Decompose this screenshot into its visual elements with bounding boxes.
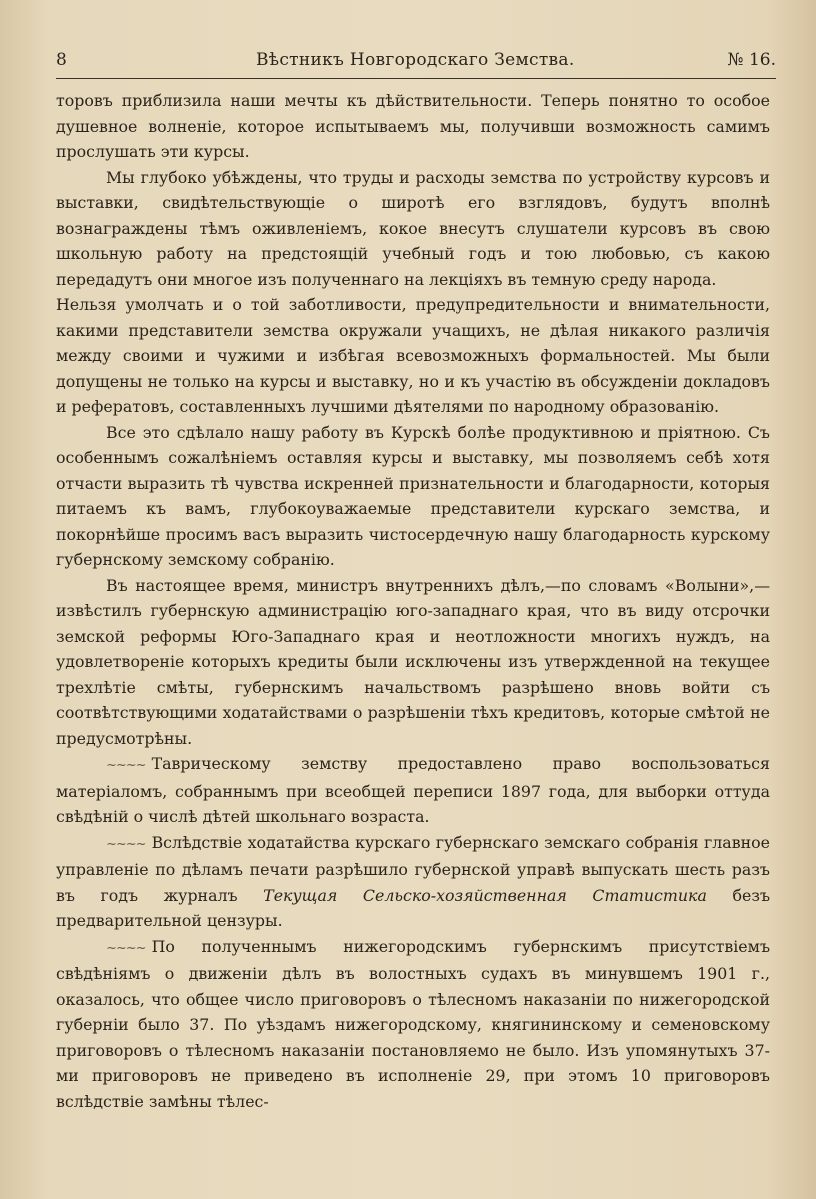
paragraph: Мы глубоко убѣждены, что труды и расходы земства по устройству курсовъ и выставки, свидѣтельствующіе о широтѣ его взглядовъ, будутъ вполнѣ вознаграждены тѣмъ оживленіемъ, кокое внесутъ слушатели курсовъ въ свою школьную работу на предстоящій учебный годъ и тою любовью, съ какою передадутъ они многое изъ полученнаго на лекціяхъ въ темную среду народа. xyxy=(56,167,770,289)
paragraph: Нельзя умолчать и о той заботливости, предупредительности и внимательности, какими представители земства окружали учащихъ, не дѣлая никакого различія между своими и чужими и избѣгая всевозможныхъ формальностей. Мы были допущены не только на курсы и выставку, но и къ участію въ обсужденіи докладовъ и рефератовъ, составленныхъ лучшими дѣятелями по народному образованію. xyxy=(56,295,770,416)
news-text: Таврическому земству предоставлено право воспользоваться матеріаломъ, собраннымъ при всеобщей переписи 1897 года, для выборки оттуда свѣдѣній о числѣ дѣтей школьнаго возраста. xyxy=(56,754,770,826)
news-text: Вслѣдствіе ходатайства курскаго губернскаго земскаго собранія главное управленіе по дѣламъ печати разрѣшило губернской управѣ выпускать шесть разъ въ годъ журналъ xyxy=(56,832,770,905)
journal-title: Вѣстникъ Новгородскаго Земства. xyxy=(256,50,575,70)
paragraph: торовъ приблизила наши мечты къ дѣйствительности. Теперь понятно то особое душевное волненіе, которое испытываемъ мы, получивши возможность самимъ прослушать эти курсы. xyxy=(56,91,770,161)
page-number: 8 xyxy=(56,50,67,70)
news-separator: ~~~~ xyxy=(106,836,146,852)
news-text: Въ настоящее время, министръ внутреннихъ дѣлъ,—по словамъ «Волыни»,—извѣстилъ губернскую администрацію юго-западнаго края, что въ виду отсрочки земской реформы Юго-Западнаго края и неотложности многихъ нуждъ, на удовлетвореніе которыхъ кредиты были исключены изъ утвержденной на текущее трехлѣтіе смѣты, губернскимъ начальствомъ разрѣшено вновь войти съ соотвѣтствующими ходатайствами о разрѣшеніи тѣхъ кредитовъ, которые смѣтой не предусмотрѣны. xyxy=(56,575,770,748)
news-separator: ~~~~ xyxy=(106,940,146,956)
paragraph: Все это сдѣлало нашу работу въ Курскѣ болѣе продуктивною и пріятною. Съ особеннымъ сожалѣніемъ оставляя курсы и выставку, мы позволяемъ себѣ хотя отчасти выразить тѣ чувства искренней признательности и благодарности, которыя питаемъ къ вамъ, глубокоуважаемые представители курскаго земства, и покорнѣйше просимъ васъ выразить чистосердечную нашу благодарность курскому губернскому земскому собранію. xyxy=(56,422,770,569)
journal-name: Текущая Сельско-хозяйственная Статистика xyxy=(263,885,707,905)
news-separator: ~~~~ xyxy=(106,758,146,773)
news-item xyxy=(56,934,770,1115)
news-item xyxy=(56,751,770,830)
issue-number: № 16. xyxy=(727,50,776,70)
page-body xyxy=(56,88,770,1114)
news-item xyxy=(56,573,770,752)
news-text: По полученнымъ нижегородскимъ губернскимъ присутствіемъ свѣдѣніямъ о движеніи дѣлъ въ волостныхъ судахъ въ минувшемъ 1901 г., оказалось, что общее число приговоровъ о тѣлесномъ наказаніи по нижегородской губерніи было 37. По уѣздамъ нижегородскому, княгининскому и семеновскому приговоровъ о тѣлесномъ наказаніи постановляемо не было. Изъ упомянутыхъ 37-ми приговоровъ не приведено въ исполненіе 29, при этомъ 10 приговоровъ вслѣдствіе замѣны тѣлес- xyxy=(56,936,770,1111)
running-header xyxy=(56,44,776,79)
news-text: безъ предварительной цензуры. xyxy=(56,885,770,930)
news-item xyxy=(56,830,770,934)
